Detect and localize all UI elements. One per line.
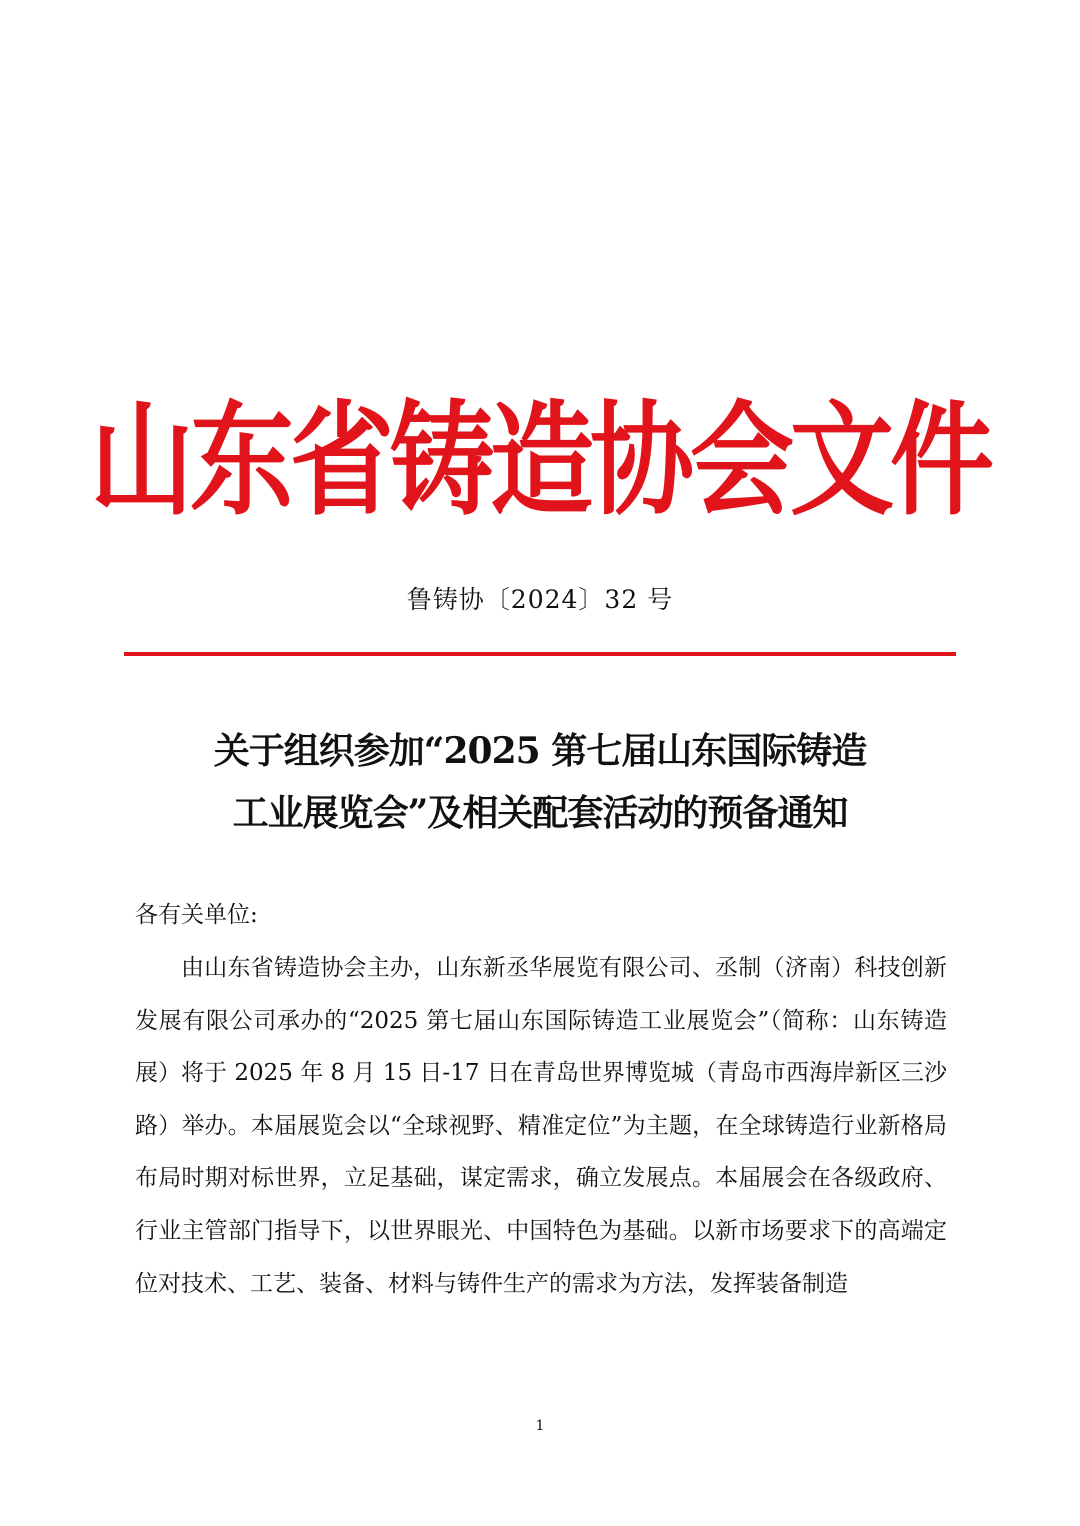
notice-title-line-1: 关于组织参加“2025 第七届山东国际铸造 (213, 730, 867, 772)
body-paragraph: 由山东省铸造协会主办，山东新丞华展览有限公司、丞制（济南）科技创新发展有限公司承办的“2025 第七届山东国际铸造工业展览会”（简称：山东铸造展）将于 2025 年 8 月 15 日-17 日在青岛世界博览城（青岛市西海岸新区三沙路）举办。本届展览会以“全球视野、精准定位”为主题，在全球铸造行业新格局布局时期对标世界，立足基础，谋定需求，确立发展点。本届展会在各级政府、行业主管部门指导下，以世界眼光、中国特色为基础。以新市场要求下的高端定位对技术、工艺、装备、材料与铸件生产的需求为方法，发挥装备制造 (135, 955, 947, 1297)
salutation: 各有关单位: (135, 902, 258, 928)
notice-title-line-2: 工业展览会”及相关配套活动的预备通知 (232, 792, 848, 834)
masthead-title: 山东省铸造协会文件 (89, 388, 990, 533)
red-divider-line (124, 652, 956, 656)
page-number: 1 (535, 1418, 545, 1434)
notice-title (100, 720, 980, 844)
document-number: 鲁铸协〔2024〕32 号 (406, 585, 674, 614)
